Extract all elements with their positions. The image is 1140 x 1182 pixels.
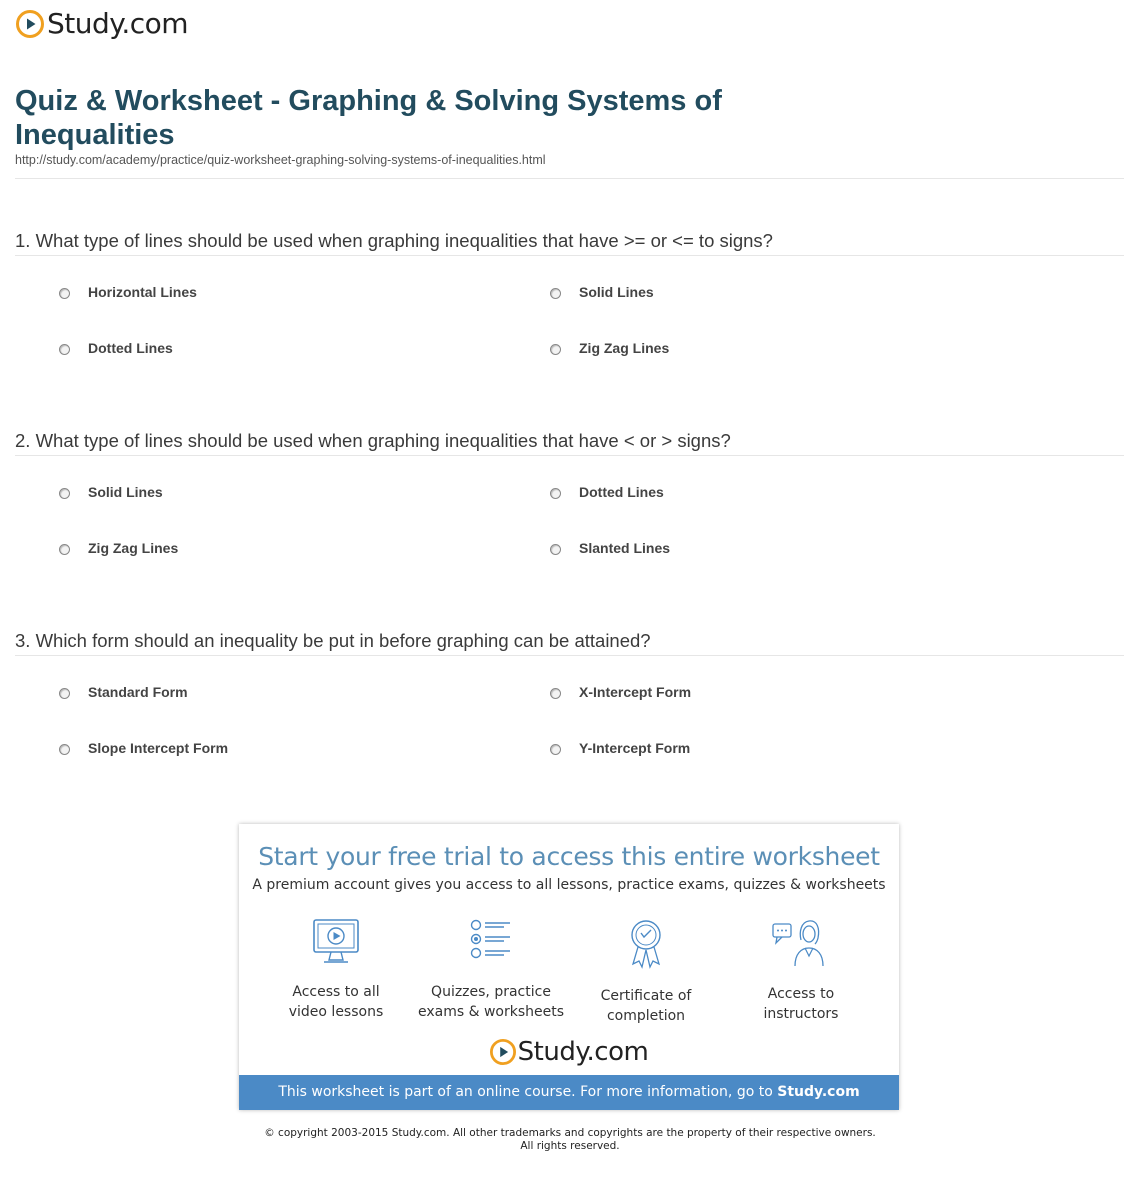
question-3 — [15, 629, 1124, 769]
option-label: X-Intercept Form — [579, 684, 692, 700]
answer-option[interactable] — [59, 684, 188, 700]
free-trial-promo — [239, 824, 899, 1110]
feature-certificate — [561, 918, 731, 1026]
logo-text: Study.com — [47, 7, 189, 40]
page-title: Quiz & Worksheet - Graphing & Solving Systems of Inequalities — [15, 85, 722, 151]
feature-quizzes — [406, 918, 576, 1022]
option-label: Y-Intercept Form — [579, 740, 691, 756]
video-monitor-icon — [311, 918, 361, 966]
feature-video-lessons — [251, 918, 421, 1022]
question-text: 3. Which form should an inequality be put in before graphing can be attained? — [15, 629, 1124, 656]
radio-button[interactable] — [550, 344, 561, 355]
radio-button[interactable] — [550, 488, 561, 499]
radio-button[interactable] — [550, 688, 561, 699]
feature-label: Quizzes, practice exams & worksheets — [417, 984, 565, 1020]
checklist-icon — [466, 918, 516, 966]
radio-button[interactable] — [550, 744, 561, 755]
radio-button[interactable] — [59, 744, 70, 755]
answer-option[interactable] — [550, 484, 664, 500]
banner-text: This worksheet is part of an online course. For more information, go to — [278, 1084, 778, 1100]
option-label: Standard Form — [88, 684, 188, 700]
radio-button[interactable] — [59, 544, 70, 555]
instructor-chat-icon — [771, 918, 831, 968]
answer-option[interactable] — [550, 540, 670, 556]
option-label: Horizontal Lines — [88, 284, 197, 300]
header-divider — [15, 178, 1124, 179]
feature-instructors — [716, 918, 886, 1024]
answer-option[interactable] — [59, 740, 228, 756]
studycom-logo[interactable] — [16, 8, 188, 40]
option-label: Solid Lines — [88, 484, 163, 500]
question-1 — [15, 229, 1124, 369]
option-label: Slope Intercept Form — [88, 740, 229, 756]
option-label: Dotted Lines — [579, 484, 664, 500]
option-label: Slanted Lines — [579, 540, 671, 556]
page-url: http://study.com/academy/practice/quiz-worksheet-graphing-solving-systems-of-inequalities.html — [15, 153, 546, 167]
answer-option[interactable] — [59, 340, 173, 356]
answer-option[interactable] — [59, 540, 178, 556]
radio-button[interactable] — [59, 288, 70, 299]
play-logo-icon — [16, 10, 44, 38]
feature-label: Access to instructors — [763, 986, 839, 1022]
feature-label: Access to all video lessons — [288, 984, 384, 1020]
answer-option[interactable] — [550, 684, 691, 700]
answer-option[interactable] — [550, 284, 654, 300]
play-logo-icon — [490, 1039, 516, 1065]
option-label: Dotted Lines — [88, 340, 173, 356]
question-text: 1. What type of lines should be used when graphing inequalities that have >= or <= to signs? — [15, 229, 1124, 256]
logo-text: Study.com — [517, 1037, 649, 1067]
option-label: Solid Lines — [579, 284, 654, 300]
promo-banner[interactable] — [239, 1075, 899, 1110]
copyright-line: © copyright 2003-2015 Study.com. All other trademarks and copyrights are the property of their respective owners. — [264, 1127, 876, 1139]
radio-button[interactable] — [59, 488, 70, 499]
promo-subtitle: A premium account gives you access to all lessons, practice exams, quizzes & worksheets — [252, 877, 886, 893]
answer-option[interactable] — [59, 484, 163, 500]
promo-studycom-logo[interactable] — [239, 1036, 899, 1068]
radio-button[interactable] — [550, 544, 561, 555]
radio-button[interactable] — [550, 288, 561, 299]
copyright-footer — [0, 1127, 1140, 1153]
radio-button[interactable] — [59, 344, 70, 355]
feature-label: Certificate of completion — [600, 988, 692, 1024]
promo-title[interactable]: Start your free trial to access this entire worksheet — [258, 842, 880, 871]
option-label: Zig Zag Lines — [579, 340, 670, 356]
question-2 — [15, 429, 1124, 569]
answer-option[interactable] — [59, 284, 197, 300]
question-text: 2. What type of lines should be used when graphing inequalities that have < or > signs? — [15, 429, 1124, 456]
certificate-ribbon-icon — [621, 918, 671, 970]
option-label: Zig Zag Lines — [88, 540, 179, 556]
answer-option[interactable] — [550, 340, 669, 356]
banner-link[interactable]: Study.com — [777, 1084, 860, 1100]
answer-option[interactable] — [550, 740, 690, 756]
rights-line: All rights reserved. — [520, 1140, 620, 1152]
radio-button[interactable] — [59, 688, 70, 699]
